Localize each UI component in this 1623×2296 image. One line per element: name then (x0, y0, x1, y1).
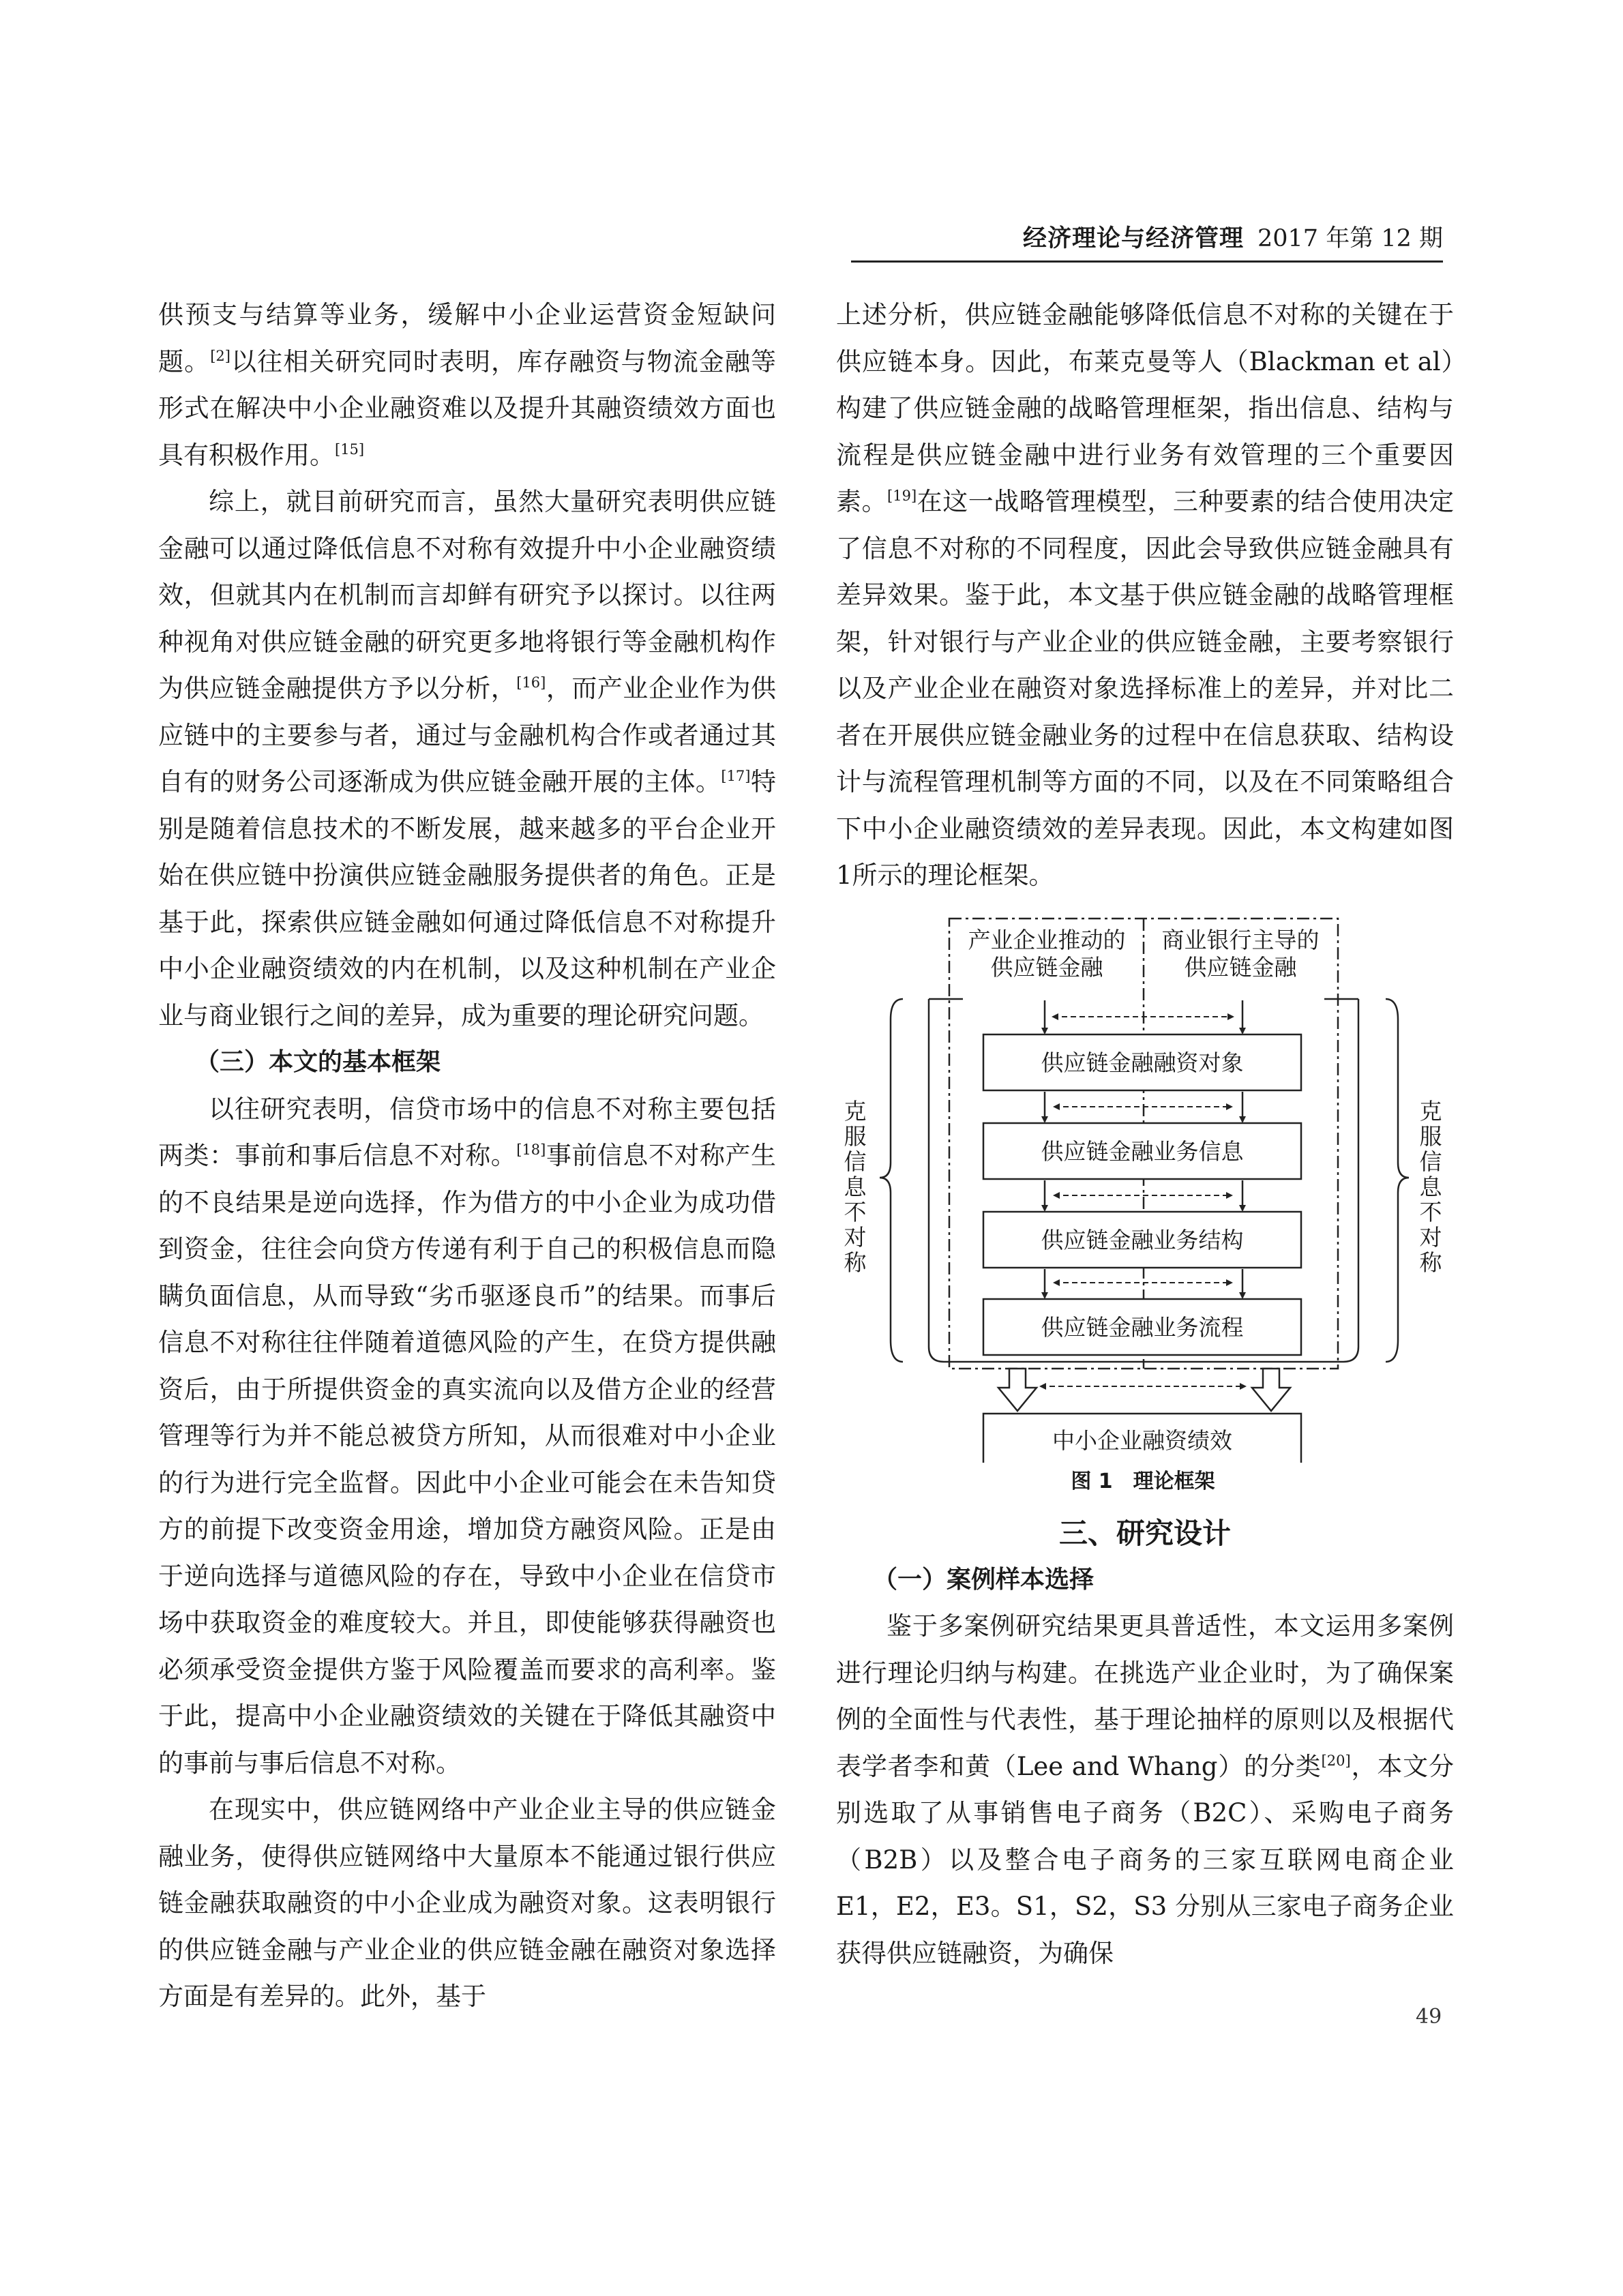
journal-name: 经济理论与经济管理 (1022, 225, 1244, 252)
paragraph: 在现实中，供应链网络中产业企业主导的供应链金融业务，使得供应链网络中大量原本不能通过银行供应链金融获取融资的中小企业成为融资对象。这表明银行的供应链金融与产业企业的供应链金融在融资对象选择方面是有差异的。此外，基于 (158, 1795, 776, 2011)
paragraph: 供预支与结算等业务，缓解中小企业运营资金短缺问题。[2]以往相关研究同时表明，库存融资与物流金融等形式在解决中小企业融资难以及提升其融资绩效方面也具有积极作用。[15] (158, 300, 777, 470)
citation: [15] (335, 441, 365, 458)
section-title: 三、研究设计 (1058, 1516, 1231, 1550)
left-column (158, 292, 776, 2021)
paragraph: 以往研究表明，信贷市场中的信息不对称主要包括两类：事前和事后信息不对称。[18]事前信息不对称产生的不良结果是逆向选择，作为借方的中小企业为成功借到资金，往往会向贷方传递有利于自己的积极信息而隐瞒负面信息，从而导致“劣币驱逐良币”的结果。而事后信息不对称往往伴随着道德风险的产生，在贷方提供融资后，由于所提供资金的真实流向以及借方企业的经营管理等行为并不能总被贷方所知，从而很难对中小企业的行为进行完全监督。因此中小企业可能会在未告知贷方的前提下改变资金用途，增加贷方融资风险。正是由于逆向选择与道德风险的存在，导致中小企业在信贷市场中获取资金的难度较大。并且，即使能够获得融资也必须承受资金提供方鉴于风险覆盖而要求的高利率。鉴于此，提高中小企业融资绩效的关键在于降低其融资中的事前与事后信息不对称。 (158, 1094, 777, 1778)
right-block-arrow (1252, 1369, 1290, 1411)
framework-diagram (836, 910, 1454, 1463)
citation: [20] (1321, 1752, 1351, 1769)
paragraph: 鉴于多案例研究结果更具普适性，本文运用多案例进行理论归纳与构建。在挑选产业企业时，为了确保案例的全面性与代表性，基于理论抽样的原则以及根据代表学者李和黄（Lee and Whang）的分类[20]，本文分别选取了从事销售电子商务（B2C）、采购电子商务（B2B）以及整合电子商务的三家互联网电商企业 E1，E2，E3。S1，S2，S3 分别从三家电子商务企业获得供应链融资，为确保 (836, 1611, 1454, 1968)
citation: [18] (516, 1142, 546, 1158)
label-bank-led: 商业银行主导的供应链金融 (1161, 926, 1320, 981)
box-label: 供应链金融融资对象 (1041, 1049, 1244, 1076)
figure-caption: 图 1 理论框架 (1071, 1469, 1215, 1493)
box-label: 供应链金融业务信息 (1041, 1137, 1244, 1165)
box-label: 供应链金融业务流程 (1041, 1313, 1244, 1341)
side-label-left: 克 服 信 息 不 对 称 (844, 1097, 867, 1276)
paragraph: 上述分析，供应链金融能够降低信息不对称的关键在于供应链本身。因此，布莱克曼等人（Blackman et al）构建了供应链金融的战略管理框架，指出信息、结构与流程是供应链金融中进行业务有效管理的三个重要因素。[19]在这一战略管理模型，三种要素的结合使用决定了信息不对称的不同程度，因此会导致供应链金融具有差异效果。鉴于此，本文基于供应链金融的战略管理框架，针对银行与产业企业的供应链金融，主要考察银行以及产业企业在融资对象选择标准上的差异，并对比二者在开展供应链金融业务的过程中在信息获取、结构设计与流程管理机制等方面的不同，以及在不同策略组合下中小企业融资绩效的差异表现。因此，本文构建如图1所示的理论框架。 (836, 300, 1455, 890)
citation: [17] (721, 768, 751, 784)
result-label: 中小企业融资绩效 (1052, 1427, 1232, 1454)
citation: [19] (887, 488, 917, 504)
left-brace (880, 999, 903, 1362)
page-number: 49 (1416, 2005, 1442, 2029)
paragraph: 综上，就目前研究而言，虽然大量研究表明供应链金融可以通过降低信息不对称有效提升中小企业融资绩效，但就其内在机制而言却鲜有研究予以探讨。以往两种视角对供应链金融的研究更多地将银行等金融机构作为供应链金融提供方予以分析，[16]，而产业企业作为供应链中的主要参与者，通过与金融机构合作或者通过其自有的财务公司逐渐成为供应链金融开展的主体。[17]特别是随着信息技术的不断发展，越来越多的平台企业开始在供应链中扮演供应链金融服务提供者的角色。正是基于此，探索供应链金融如何通过降低信息不对称提升中小企业融资绩效的内在机制，以及这种机制在产业企业与商业银行之间的差异，成为重要的理论研究问题。 (158, 487, 777, 1030)
subsection-heading: （三）本文的基本框架 (195, 1048, 441, 1076)
subsection-heading: （一）案例样本选择 (873, 1565, 1095, 1594)
figure-theory-framework (836, 910, 1454, 1510)
citation: [16] (516, 674, 546, 691)
left-block-arrow (998, 1369, 1037, 1411)
right-brace (1386, 999, 1409, 1362)
running-header (851, 220, 1443, 263)
side-label-right: 克 服 信 息 不 对 称 (1419, 1097, 1442, 1276)
issue-number: 2017 年第 12 期 (1257, 225, 1443, 252)
right-column (836, 292, 1454, 1977)
citation: [2] (210, 347, 230, 364)
label-industry-driven: 产业企业推动的供应链金融 (968, 926, 1126, 981)
box-label: 供应链金融业务结构 (1041, 1226, 1244, 1253)
